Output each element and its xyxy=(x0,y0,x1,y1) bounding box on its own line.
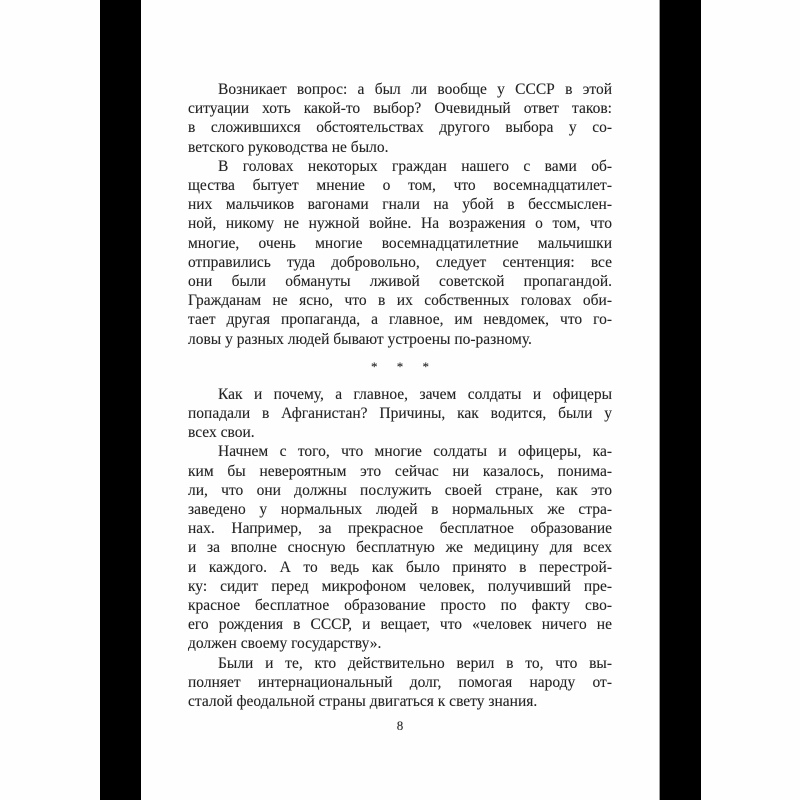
text-line: Возникает вопрос: а был ли вообще у СССР в этой xyxy=(218,81,612,98)
paragraph xyxy=(188,80,612,157)
book-edge-bar-left xyxy=(100,0,141,800)
text-line: них мальчиков вагонами гнали на убой в бессмыслен- xyxy=(188,196,612,214)
text-line: они были обмануты лживой советской пропагандой. xyxy=(188,273,612,291)
text-line: В головах некоторых граждан нашего с вами об- xyxy=(218,157,612,175)
text-line: и за вполне сносную бесплатную же медицину для всех xyxy=(188,539,612,557)
text-line: Гражданам не ясно, что в их собственных головах оби- xyxy=(188,292,612,310)
text-line: нах. Например, за прекрасное бесплатное образование xyxy=(188,520,612,538)
paragraph xyxy=(188,157,612,349)
text-line: ной, никому не нужной войне. На возражения о том, что xyxy=(188,215,612,233)
text-block xyxy=(188,80,612,711)
text-line: Начнем с того, что многие солдаты и офицеры, ка- xyxy=(218,443,612,461)
text-line: сталой феодальной страны двигаться к свету знания. xyxy=(188,693,538,711)
text-line: должен своему государству». xyxy=(188,635,382,653)
text-line: в сложившихся обстоятельствах другого выбора у со- xyxy=(188,119,612,137)
text-line: ловы у разных людей бывают устроены по-разному. xyxy=(188,330,532,348)
text-line: щества бытует мнение о том, что восемнадцатилет- xyxy=(188,177,612,195)
text-line: ли, что они должны послужить своей стране, как это xyxy=(188,481,612,499)
text-line: его рождения в СССР, и вещает, что «человек ничего не xyxy=(188,616,612,634)
text-line: Были и те, кто действительно верил в то, что вы- xyxy=(218,654,612,672)
text-line: отправились туда добровольно, следует сентенция: все xyxy=(188,253,612,271)
text-line: и каждого. А то ведь как было принято в перестрой- xyxy=(188,558,612,576)
page-text-column xyxy=(188,80,612,736)
section-separator: * * * xyxy=(371,358,437,374)
text-line: многие, очень многие восемнадцатилетние мальчишки xyxy=(188,234,612,252)
text-line: заведено у нормальных людей в нормальных же стра- xyxy=(188,501,612,519)
text-line: тает другая пропаганда, а главное, им невдомек, что го- xyxy=(188,311,612,329)
page-number: 8 xyxy=(396,718,404,734)
text-line: ветского руководства не было. xyxy=(188,138,389,156)
paragraph xyxy=(188,442,612,653)
text-line: попадали в Афганистан? Причины, как водится, были у xyxy=(188,405,612,423)
book-edge-bar-right xyxy=(659,0,701,800)
paragraph xyxy=(188,385,612,443)
text-line: ким бы невероятным это сейчас ни казалось, понима- xyxy=(188,462,612,480)
text-line: Как и почему, а главное, зачем солдаты и офицеры xyxy=(218,385,612,403)
paragraph xyxy=(188,654,612,712)
text-line: красное бесплатное образование просто по факту сво- xyxy=(188,597,612,615)
text-line: ку: сидит перед микрофоном человек, получивший пре- xyxy=(188,577,612,595)
text-line: всех свои. xyxy=(188,424,255,442)
text-line: ситуации хоть какой-то выбор? Очевидный ответ таков: xyxy=(188,100,612,118)
text-line: полняет интернациональный долг, помогая народу от- xyxy=(188,673,612,691)
